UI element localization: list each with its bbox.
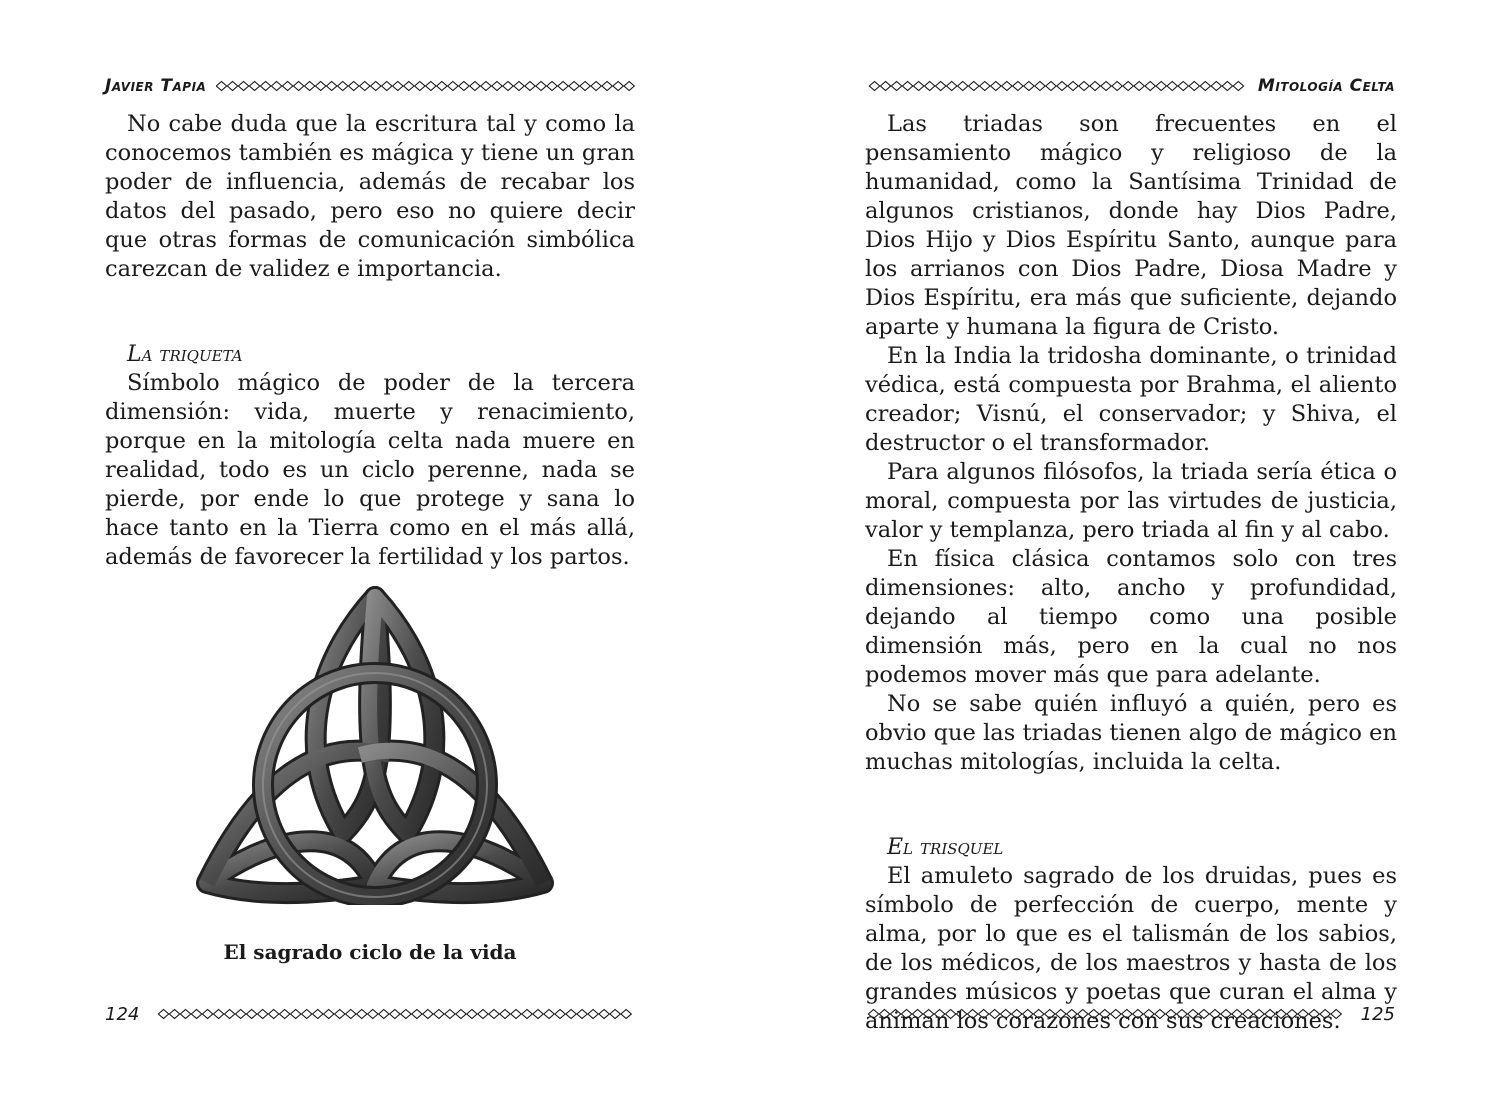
diamond-ornament-rule — [865, 79, 1248, 93]
body-paragraph: En física clásica contamos solo con tres dimensiones: alto, ancho y profundidad, dejando al tiempo como una posible dimensión más, pero en la cual no nos podemos mover más que para adelante. — [865, 546, 1397, 688]
section-paragraph-triqueta: Símbolo mágico de poder de la tercera dimensión: vida, muerte y renacimiento, porque en la mitología celta nada muere en realidad, todo es un ciclo perenne, nada se pierde, por ende lo que protege y sana lo hace tanto en la Tierra como en el más allá, además de favorecer la fertilidad y los partos. — [105, 370, 635, 570]
page-number-right: 125 — [1360, 1003, 1395, 1025]
right-folio-line — [865, 1000, 1395, 1028]
diamond-ornament-rule — [155, 1007, 635, 1021]
diamond-ornament-rule — [216, 79, 635, 93]
right-page — [750, 0, 1500, 1096]
author-running-head: Javier Tapia — [105, 76, 207, 96]
triquetra-icon — [195, 585, 555, 905]
figure-caption: El sagrado ciclo de la vida — [223, 940, 517, 964]
body-paragraph: No cabe duda que la escritura tal y como la conocemos también es mágica y tiene un gran poder de influencia, además de recabar los datos del pasado, pero eso no quiere decir que otras formas de comunicación simbólica carezcan de validez e importancia. — [105, 111, 635, 282]
body-paragraph: En la India la tridosha dominante, o trinidad védica, está compuesta por Brahma, el aliento creador; Visnú, el conservador; y Shiva, el destructor o el transformador. — [865, 343, 1397, 456]
body-paragraph: Las triadas son frecuentes en el pensamiento mágico y religioso de la humanidad, como la Santísima Trinidad de algunos cristianos, donde hay Dios Padre, Dios Hijo y Dios Espíritu Santo, aunque para los arrianos con Dios Padre, Diosa Madre y Dios Espíritu, era más que suficiente, dejando aparte y humana la figura de Cristo. — [865, 111, 1397, 340]
body-paragraph: Para algunos filósofos, la triada sería ética o moral, compuesta por las virtudes de justicia, valor y templanza, pero triada al fin y al cabo. — [865, 459, 1397, 543]
triquetra-figure — [195, 585, 555, 905]
left-folio-line — [105, 1000, 635, 1028]
section-title-trisquel: El trisquel — [887, 835, 1004, 860]
section-title-triqueta: La triqueta — [127, 342, 243, 367]
left-text-block — [105, 110, 635, 572]
left-running-head — [105, 72, 635, 100]
diamond-ornament-rule — [865, 1007, 1345, 1021]
book-title-running-head: Mitología Celta — [1257, 76, 1395, 96]
right-running-head — [865, 72, 1395, 100]
body-paragraph: No se sabe quién influyó a quién, pero es obvio que las triadas tienen algo de mágico en muchas mitologías, incluida la celta. — [865, 691, 1397, 775]
page-number-left: 124 — [105, 1003, 140, 1025]
right-text-block — [865, 110, 1397, 1036]
section-paragraph-trisquel: El amuleto sagrado de los druidas, pues es símbolo de perfección de cuerpo, mente y alma, por lo que es el talismán de los sabios, de los médicos, de los maestros y hasta de los grandes músicos y poetas que curan el alma y animan los corazones con sus creaciones. — [865, 863, 1397, 1034]
